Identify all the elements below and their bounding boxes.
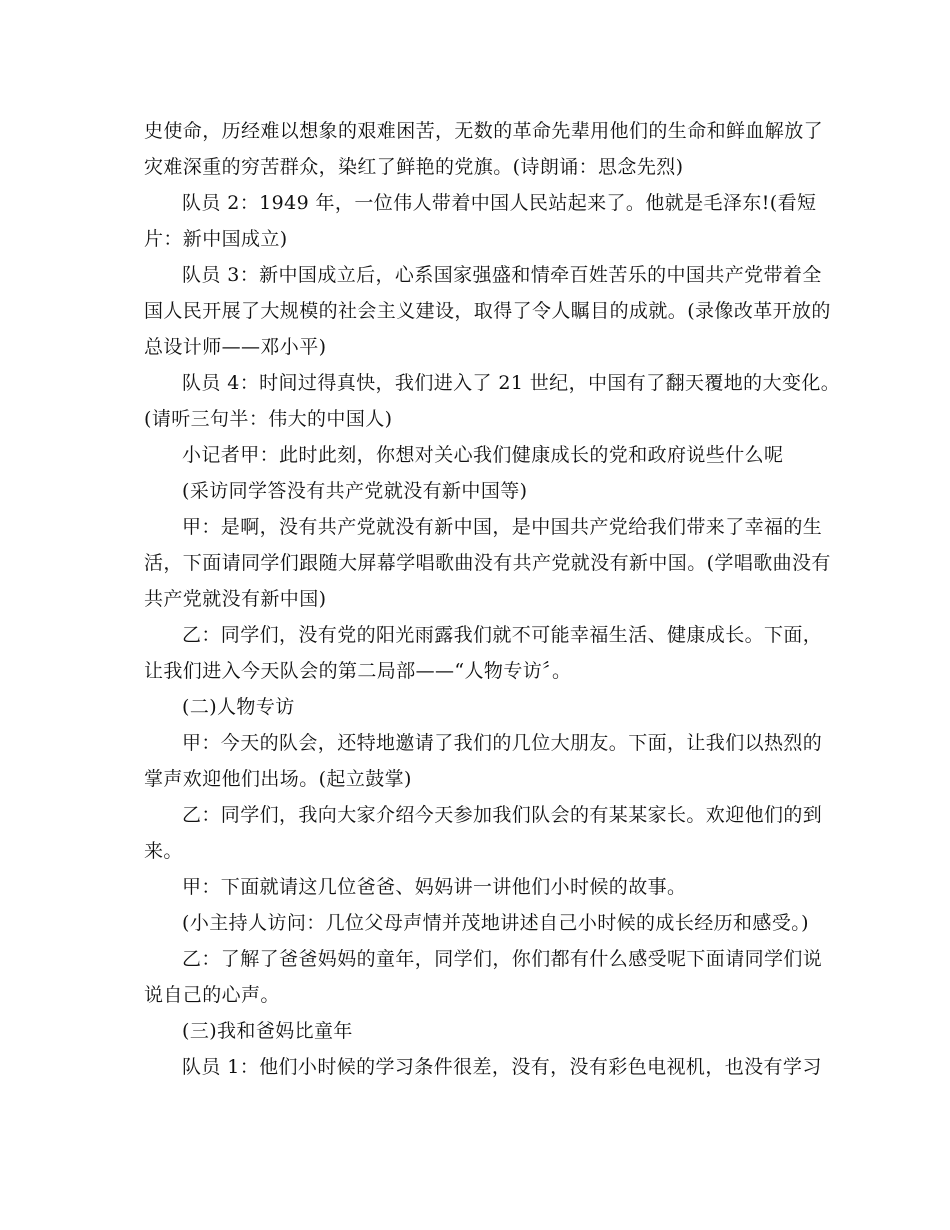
text-line: 掌声欢迎他们出场。(起立鼓掌) [144,768,412,790]
paragraph-start-line: 甲：下面就请这几位爸爸、妈妈讲一讲他们小时候的故事。 [182,876,687,898]
section-heading: (二)人物专访 [182,696,295,718]
paragraph-start-line: 队员 2：1949 年，一位伟人带着中国人民站起来了。他就是毛泽东!(看短 [182,192,817,214]
paragraph-start-line: 队员 1：他们小时候的学习条件很差，没有，没有彩色电视机，也没有学习 [182,1056,822,1078]
text-line: 灾难深重的穷苦群众，染红了鲜艳的党旗。(诗朗诵：思念先烈) [144,156,684,178]
text-line: (请听三句半：伟大的中国人) [144,408,393,430]
paragraph-start-line: 甲：是啊，没有共产党就没有新中国，是中国共产党给我们带来了幸福的生 [182,516,823,538]
text-line: 来。 [144,840,183,862]
paragraph-start-line: (采访同学答没有共产党就没有新中国等) [182,480,528,502]
text-line: 总设计师——邓小平) [144,336,327,358]
text-line: 让我们进入今天队会的第二局部——“人物专访〞。 [144,660,572,682]
paragraph-start-line: 队员 4：时间过得真快，我们进入了 21 世纪，中国有了翻天覆地的大变化。 [182,372,841,394]
paragraph-start-line: 队员 3：新中国成立后，心系国家强盛和情牵百姓苦乐的中国共产党带着全 [182,264,822,286]
text-line: 说自己的心声。 [144,984,280,1006]
text-line: 片：新中国成立) [144,228,288,250]
text-line: 共产党就没有新中国) [144,588,327,610]
paragraph-start-line: (小主持人访问：几位父母声情并茂地讲述自己小时候的成长经历和感受。) [182,912,809,934]
text-line: 国人民开展了大规模的社会主义建设，取得了令人瞩目的成就。(录像改革开放的 [144,300,831,322]
text-line: 活，下面请同学们跟随大屏幕学唱歌曲没有共产党就没有新中国。(学唱歌曲没有 [144,552,831,574]
section-heading: (三)我和爸妈比童年 [182,1020,353,1042]
paragraph-start-line: 甲：今天的队会，还特地邀请了我们的几位大朋友。下面，让我们以热烈的 [182,732,823,754]
paragraph-start-line: 小记者甲：此时此刻，你想对关心我们健康成长的党和政府说些什么呢 [182,444,784,466]
paragraph-start-line: 乙：同学们，没有党的阳光雨露我们就不可能幸福生活、健康成长。下面， [182,624,823,646]
text-line: 史使命，历经难以想象的艰难困苦，无数的革命先辈用他们的生命和鲜血解放了 [144,120,824,142]
paragraph-start-line: 乙：了解了爸爸妈妈的童年，同学们，你们都有什么感受呢下面请同学们说 [182,948,823,970]
paragraph-start-line: 乙：同学们，我向大家介绍今天参加我们队会的有某某家长。欢迎他们的到 [182,804,823,826]
